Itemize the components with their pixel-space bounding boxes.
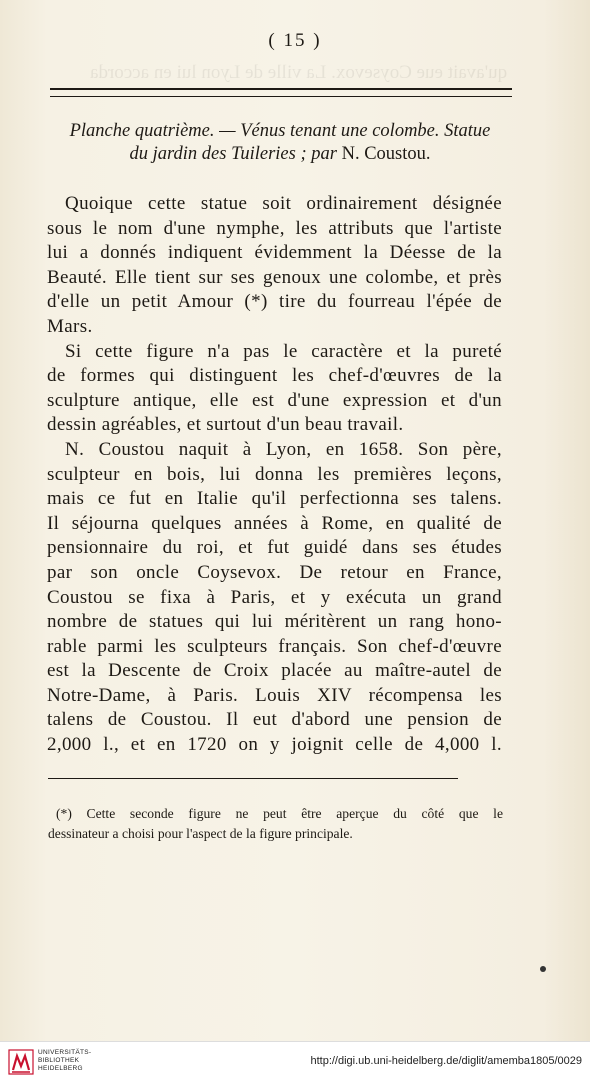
caption-location: du jardin des Tuileries ; par [129,144,342,164]
header-rule-thin [50,96,512,97]
caption-line-2 [50,143,510,166]
paragraph-3 [47,438,502,758]
library-name-line: HEIDELBERG [38,1065,83,1072]
text-line: pensionnaire du roi, et fut guidé dans ses études [47,537,502,559]
text-line: Si cette figure n'a pas le caractère et la pureté [65,340,502,362]
text-line: nombre de statues qui lui méritèrent un rang hono- [47,611,502,633]
caption-plate-label: Planche quatrième. — [69,121,241,141]
text-line: N. Coustou naquit à Lyon, en 1658. Son père, [65,438,502,460]
text-line: de formes qui distinguent les chef-d'œuvres de la [47,365,502,387]
paragraph-1 [47,192,502,340]
footnote-line: dessinateur a choisi pour l'aspect de la figure principale. [48,826,353,841]
university-library-logo-icon [8,1048,34,1076]
permalink[interactable]: http://digi.ub.uni-heidelberg.de/diglit/amemba1805/0029 [310,1055,582,1067]
text-line: Quoique cette statue soit ordinairement désignée [65,193,502,214]
main-text [47,192,502,758]
text-line: mais ce fut en Italie qu'il perfectionna ses talens. [47,488,502,510]
text-line: Coustou se fixa à Paris, et y exécuta un grand [47,586,502,608]
footnote [48,804,503,844]
header-rule-thick [50,88,512,90]
page-number: ( 15 ) [268,30,322,51]
text-line: Mars. [47,315,93,337]
caption-line-1 [50,120,510,143]
caption-sculptor: N. Coustou. [341,144,431,164]
text-line: rable parmi les sculpteurs français. Son chef-d'œuvre [47,635,502,657]
text-line: Il séjourna quelques années à Rome, en qualité de [47,512,502,534]
text-line: est la Descente de Croix placée au maître-autel de [47,660,502,682]
text-line: d'elle un petit Amour (*) tire du fourreau l'épée de [47,291,502,313]
ink-spot [540,966,546,972]
footnote-line: (*) Cette seconde figure ne peut être aperçue du côté que le [56,806,503,821]
text-line: lui a donnés indiquent évidemment la Déesse de la [47,242,502,264]
bleed-through-text: qu'avait eue Coysevox. La ville de Lyon lui en accorda [90,62,508,83]
library-name-line: UNIVERSITÄTS- [38,1049,92,1056]
text-line: sculpteur en bois, lui donna les premières leçons, [47,463,502,485]
footnote-rule [48,778,458,779]
text-line: sculpture antique, elle est d'une expression et d'un [47,389,502,411]
text-line: Beauté. Elle tient sur ses genoux une colombe, et près [47,266,502,288]
viewer-footer [0,1041,590,1082]
text-line: sous le nom d'une nymphe, les attributs que l'artiste [47,217,502,239]
plate-caption [50,120,510,166]
text-line: dessin agréables, et surtout d'un beau travail. [47,414,404,436]
text-line: Notre-Dame, à Paris. Louis XIV récompensa les [47,684,502,706]
text-line: talens de Coustou. Il eut d'abord une pension de [47,709,502,731]
caption-title: Vénus tenant une colombe. Statue [240,121,491,141]
library-name-line: BIBLIOTHEK [38,1057,80,1064]
paragraph-2 [47,340,502,438]
text-line: 2,000 l., et en 1720 on y joignit celle de 4,000 l. [47,734,502,756]
text-line: par son oncle Coysevox. De retour en France, [47,561,502,583]
library-name [38,1049,91,1073]
